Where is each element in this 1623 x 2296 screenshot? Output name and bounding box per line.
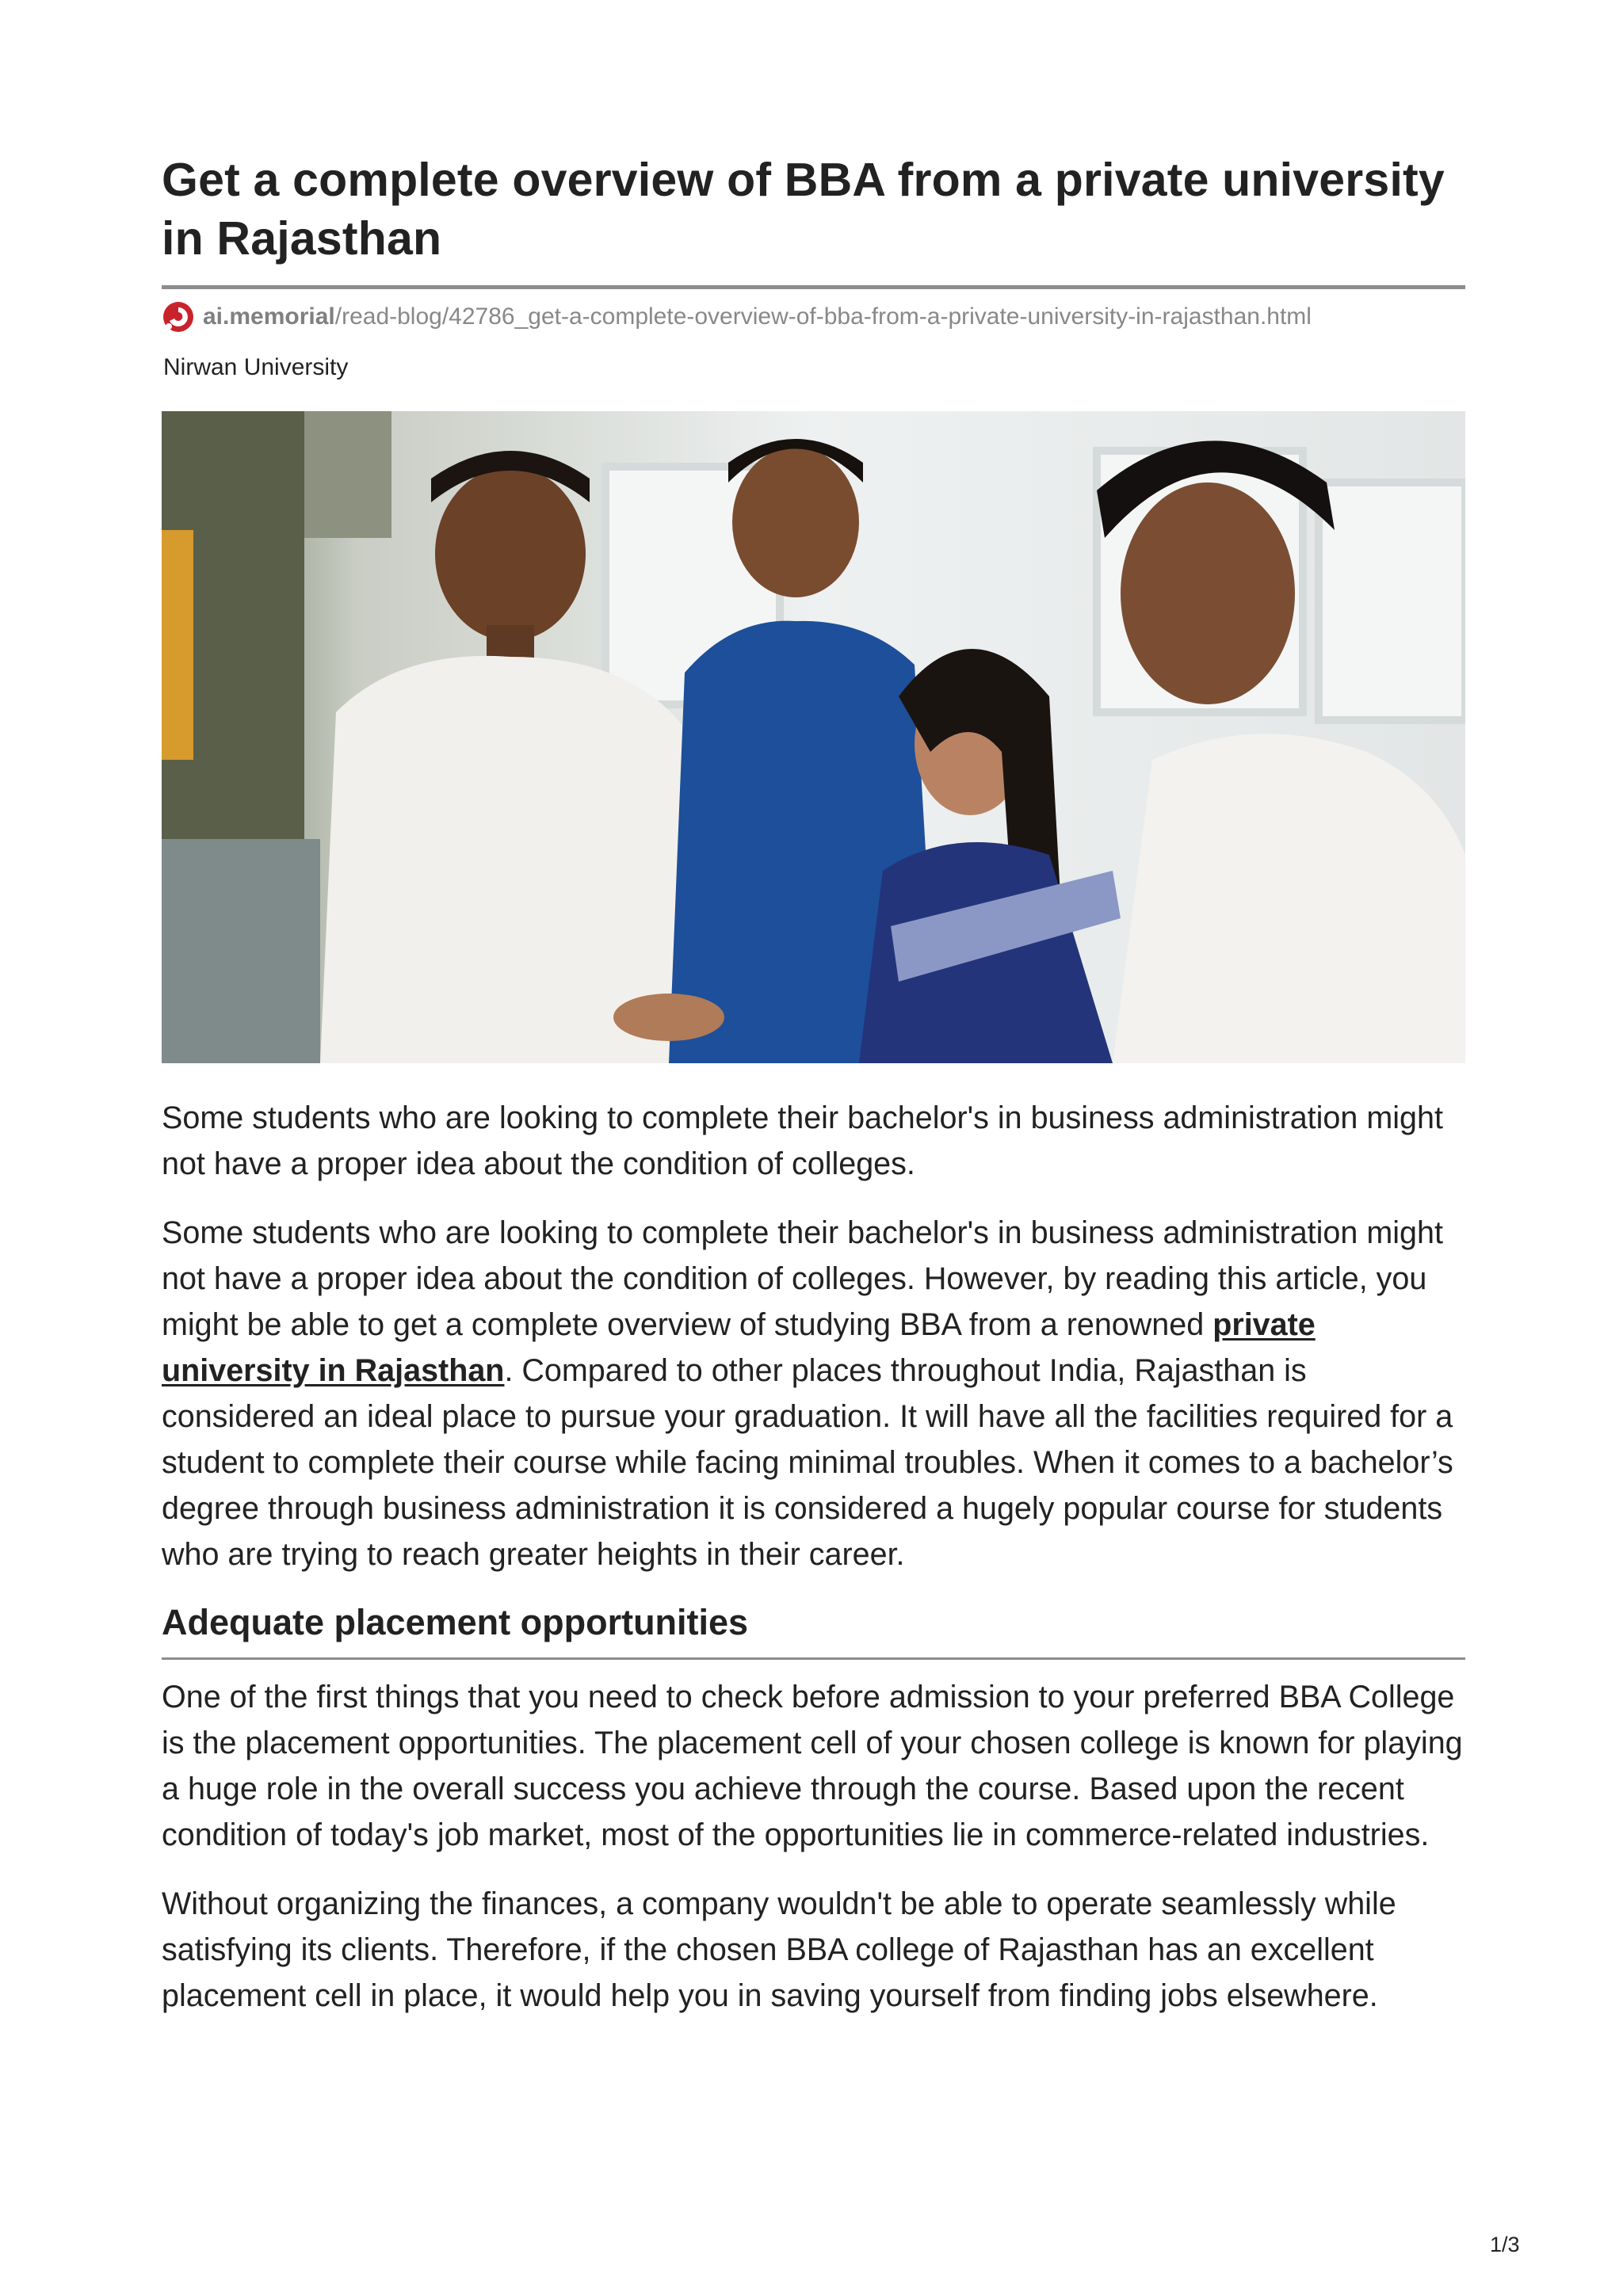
section-divider bbox=[162, 1657, 1465, 1660]
title-divider bbox=[162, 285, 1465, 289]
author-name: Nirwan University bbox=[163, 354, 349, 380]
article-body bbox=[162, 1095, 1465, 2019]
private-university-link[interactable]: private university in Rajasthan bbox=[162, 1307, 1316, 1388]
placement-paragraph: One of the first things that you need to check before admission to your preferred BBA College is the placement opportunities. The placement cell of your chosen college is known for playing a huge role in the overall success you achieve through the course. Based upon the recent condition of today's job market, most of the opportunities lie in commerce-related industries. bbox=[162, 1680, 1463, 1852]
source-row bbox=[162, 299, 1465, 335]
hero-image bbox=[162, 411, 1465, 1063]
page-number: 1/3 bbox=[1490, 2233, 1520, 2256]
overview-paragraph bbox=[162, 1210, 1465, 1577]
source-path[interactable]: /read-blog/42786_get-a-complete-overview-of-bba-from-a-private-university-in-rajasthan.html bbox=[334, 303, 1312, 330]
site-logo-icon bbox=[162, 300, 195, 334]
intro-paragraph: Some students who are looking to complete their bachelor's in business administration might not have a proper idea about the condition of colleges. bbox=[162, 1100, 1443, 1181]
source-domain[interactable]: ai.memorial bbox=[203, 303, 335, 330]
article-title: Get a complete overview of BBA from a private university in Rajasthan bbox=[162, 154, 1445, 265]
overview-text-start: Some students who are looking to complete their bachelor's in business administration might not have a proper idea about the condition of colleges. However, by reading this article, you might be able to get a complete overview of studying BBA from a renowned bbox=[162, 1215, 1443, 1342]
finances-paragraph: Without organizing the finances, a company wouldn't be able to operate seamlessly while satisfying its clients. Therefore, if the chosen BBA college of Rajasthan has an excellent placement cell in place, it would help you in saving yourself from finding jobs elsewhere. bbox=[162, 1886, 1396, 2013]
source-url[interactable] bbox=[203, 303, 1312, 330]
overview-text-end: . Compared to other places throughout India, Rajasthan is considered an ideal place to pursue your graduation. It will have all the facilities required for a student to complete their course while facing minimal troubles. When it comes to a bachelor’s degree through business administration it is considered a hugely popular course for students who are trying to reach greater heights in their career. bbox=[162, 1353, 1453, 1572]
section-heading: Adequate placement opportunities bbox=[162, 1602, 749, 1642]
students-photo bbox=[162, 411, 1465, 1063]
article-page bbox=[162, 151, 1465, 2042]
